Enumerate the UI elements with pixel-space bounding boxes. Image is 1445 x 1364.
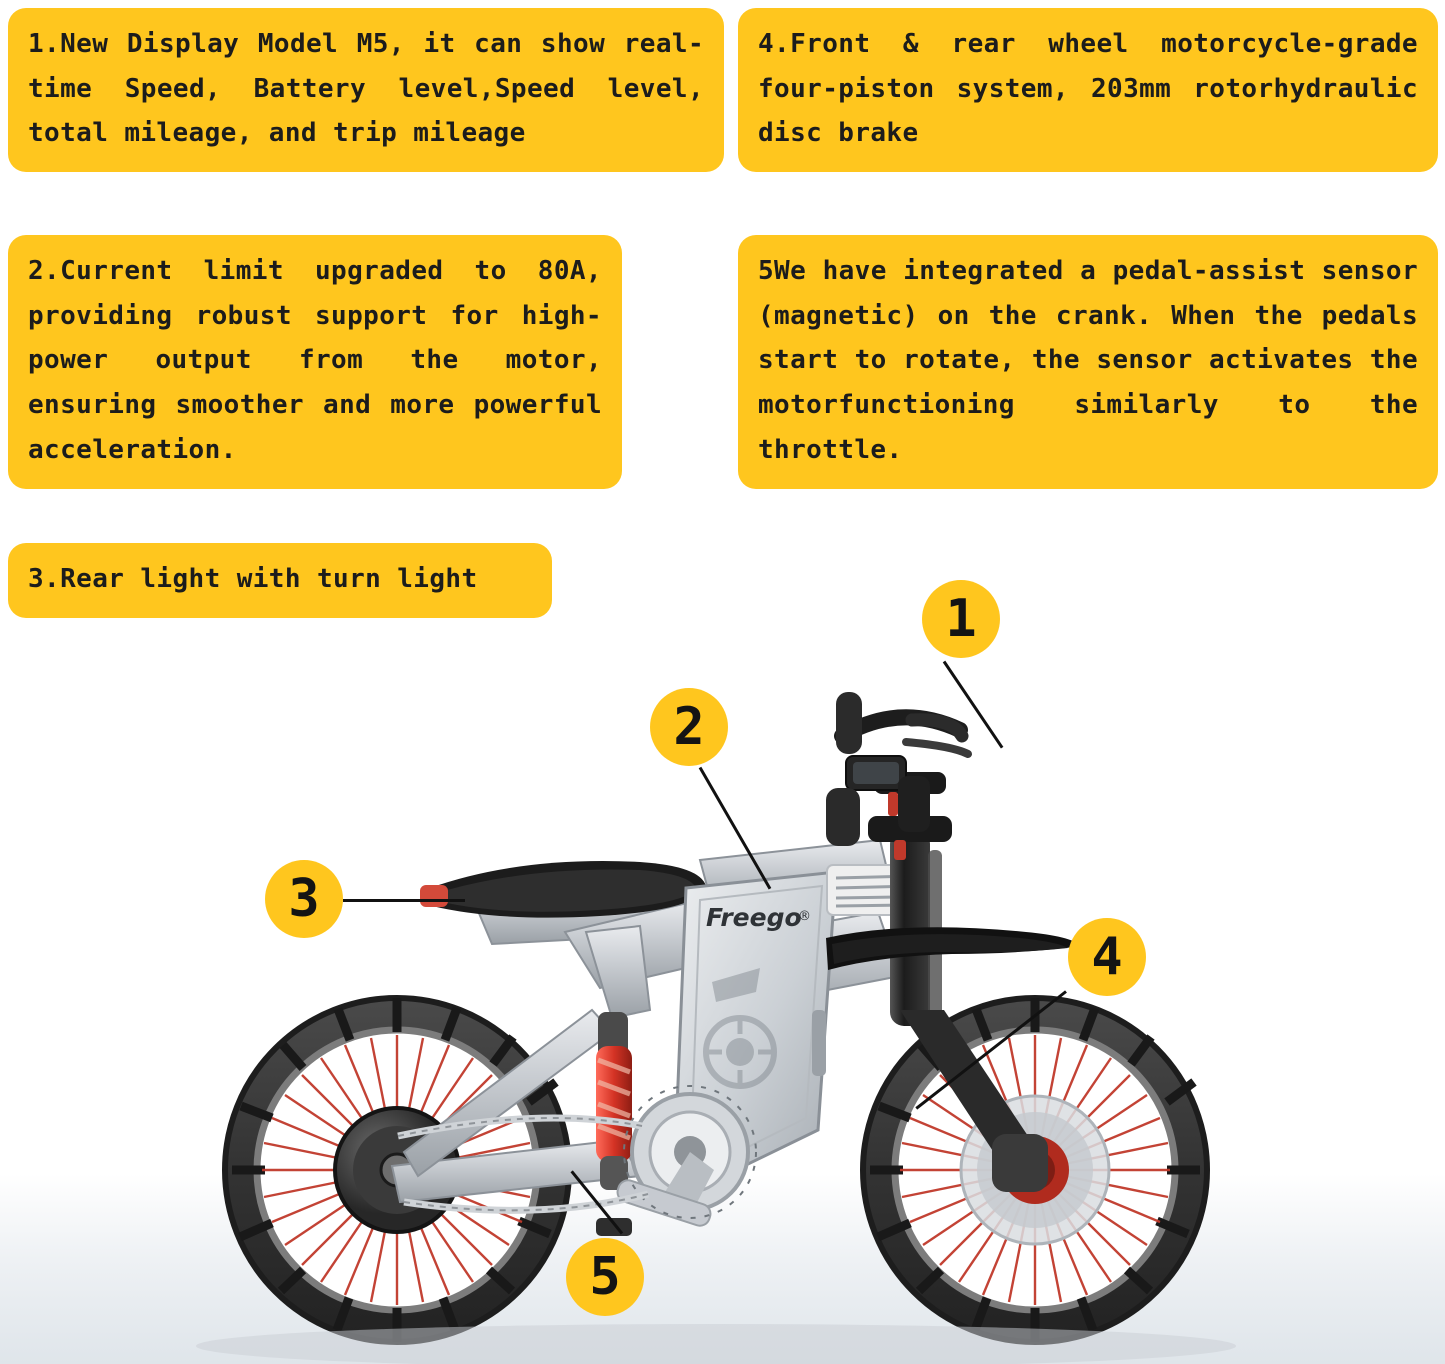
leader-line-3 — [343, 899, 465, 902]
number-badge-5-icon — [566, 1238, 644, 1316]
rear-light — [420, 885, 448, 907]
left-grip — [836, 692, 862, 754]
badge-2-label: 2 — [673, 697, 705, 757]
svg-text:Freego: Freego — [706, 903, 802, 932]
charge-port — [812, 1010, 826, 1076]
callout-box-1 — [8, 8, 724, 172]
badge-3-label: 3 — [288, 869, 320, 929]
number-badge-1-icon — [922, 580, 1000, 658]
callout-box-2 — [8, 235, 622, 489]
callout-box-5 — [738, 235, 1438, 489]
brand-logo — [706, 903, 811, 932]
callout-text-5: 5We have integrated a pedal-assist sensor (magnetic) on the crank. When the pedals start to rotate, the sensor activates the motorfunctioning similarly to the throttle. — [758, 256, 1418, 465]
number-badge-4-icon — [1068, 918, 1146, 996]
callout-box-4 — [738, 8, 1438, 172]
number-badge-2-icon — [650, 688, 728, 766]
callout-text-1: 1.New Display Model M5, it can show real-time Speed, Battery level,Speed level, total mileage, and trip mileage — [28, 29, 704, 149]
throttle — [898, 776, 930, 832]
callout-text-3: 3.Rear light with turn light — [28, 564, 478, 594]
badge-4-label: 4 — [1091, 927, 1123, 987]
brake-lever — [906, 742, 968, 754]
product-illustration-area — [0, 540, 1445, 1364]
callout-text-2: 2.Current limit upgraded to 80A, providing robust support for high-power output from the motor, ensuring smoother and more powerful acceleration. — [28, 256, 602, 465]
number-badge-3-icon — [265, 860, 343, 938]
bottle-holder — [826, 788, 860, 846]
electric-bike-illustration — [0, 540, 1445, 1364]
rear-shock — [596, 1012, 632, 1190]
badge-5-label: 5 — [589, 1247, 621, 1307]
badge-1-label: 1 — [945, 589, 977, 649]
svg-text:®: ® — [798, 909, 811, 924]
callout-text-4: 4.Front & rear wheel motorcycle-grade four-piston system, 203mm rotorhydraulic disc brake — [758, 29, 1418, 149]
